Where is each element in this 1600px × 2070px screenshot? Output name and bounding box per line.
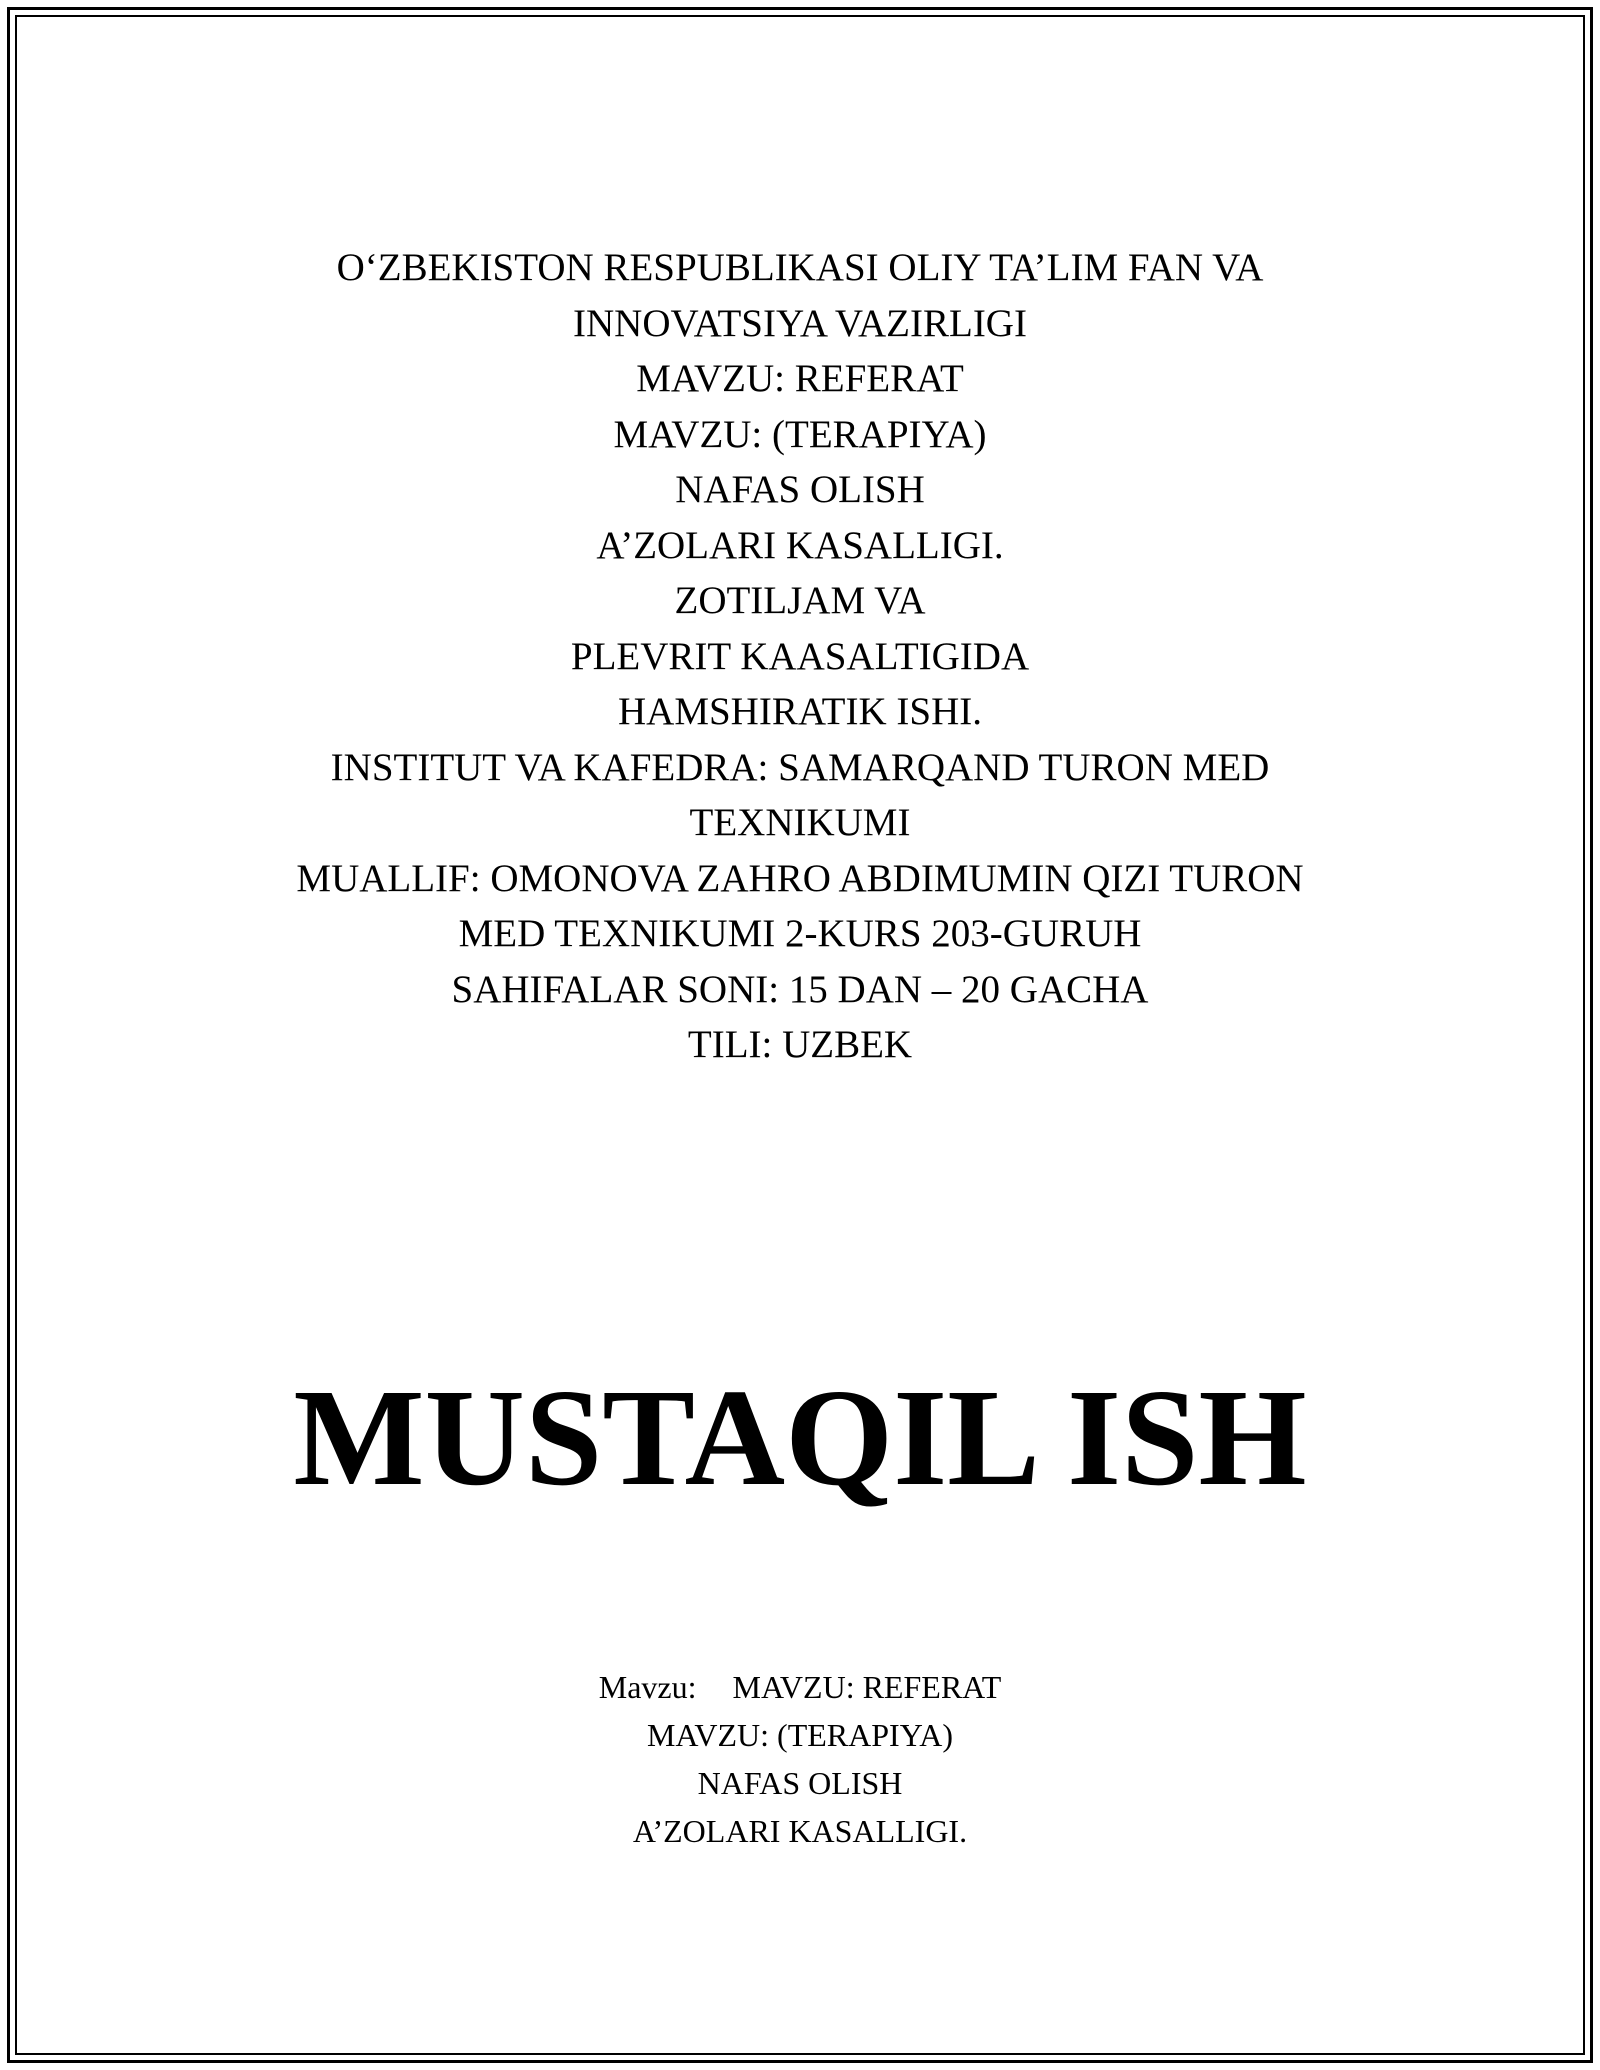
header-line-topic-4: A’ZOLARI KASALLIGI. [596, 523, 1004, 567]
topic-first-value: MAVZU: REFERAT [732, 1669, 1002, 1705]
header-line-topic-7: HAMSHIRATIK ISHI. [617, 690, 982, 733]
header-line-topic-terapiya: MAVZU: (TERAPIYA) [613, 412, 987, 456]
header-line-topic-3: NAFAS OLISH [675, 468, 925, 511]
header-line-page-count: SAHIFALAR SONI: 15 DAN – 20 GACHA [451, 967, 1149, 1011]
header-line-language: TILI: UZBEK [687, 1023, 913, 1066]
header-line-topic-5: ZOTILJAM VA [674, 579, 926, 622]
topic-label: Mavzu: [598, 1669, 697, 1705]
header-line-institute-2: TEXNIKUMI [689, 801, 911, 844]
topic-line-2: MAVZU: (TERAPIYA) [646, 1717, 954, 1753]
header-line-author-1: MUALLIF: OMONOVA ZAHRO ABDIMUMIN QIZI TURON [296, 856, 1304, 900]
topic-line-4: A’ZOLARI KASALLIGI. [632, 1813, 968, 1849]
header-line-author-2: MED TEXNIKUMI 2-KURS 203-GURUH [458, 912, 1142, 955]
header-line-ministry-1: O‘ZBEKISTON RESPUBLIKASI OLIY TA’LIM FAN VA [336, 246, 1264, 289]
header-line-ministry-2: INNOVATSIYA VAZIRLIGI [573, 301, 1027, 345]
cover-header [0, 240, 1600, 1073]
topic-first-line [0, 1663, 1600, 1711]
topic-block [0, 1663, 1600, 1855]
header-line-institute-1: INSTITUT VA KAFEDRA: SAMARQAND TURON MED [330, 745, 1270, 789]
header-line-topic-referat: MAVZU: REFERAT [636, 357, 964, 400]
topic-line-3: NAFAS OLISH [697, 1765, 903, 1801]
document-title: MUSTAQIL ISH [293, 1361, 1307, 1515]
header-line-topic-6: PLEVRIT KAASALTIGIDA [570, 634, 1030, 678]
